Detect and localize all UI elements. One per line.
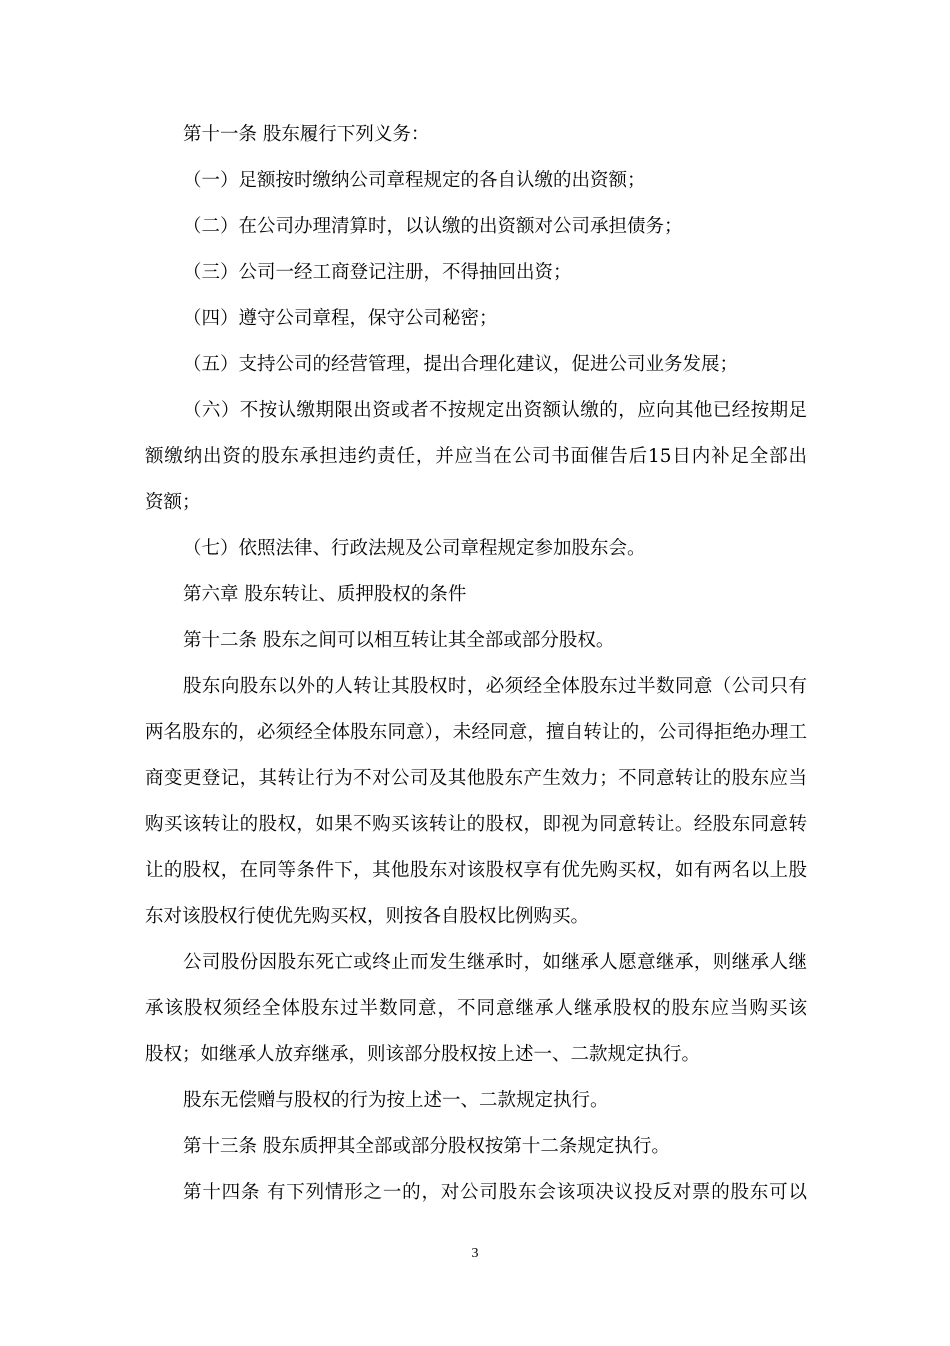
article-11-heading: 第十一条 股东履行下列义务： [183, 124, 430, 145]
duty-item-6-line-3: 资额； [145, 492, 201, 513]
duty-item-6-line-2: 额缴纳出资的股东承担违约责任，并应当在公司书面催告后15日内补足全部出 [145, 446, 807, 467]
duty-item-4: （四）遵守公司章程，保守公司秘密； [183, 308, 498, 329]
duty-item-6-line-1: （六）不按认缴期限出资或者不按规定出资额认缴的，应向其他已经按期足 [183, 400, 807, 421]
chapter-6-heading: 第六章 股东转让、质押股权的条件 [183, 584, 467, 605]
transfer-paragraph-line-4: 购买该转让的股权，如果不购买该转让的股权，即视为同意转让。经股东同意转 [145, 814, 807, 835]
page-number: 3 [471, 1246, 479, 1261]
inheritance-paragraph-line-3: 股权；如继承人放弃继承，则该部分股权按上述一、二款规定执行。 [145, 1044, 701, 1065]
duty-item-2: （二）在公司办理清算时，以认缴的出资额对公司承担债务； [183, 216, 683, 237]
article-12-heading: 第十二条 股东之间可以相互转让其全部或部分股权。 [183, 630, 615, 651]
inheritance-paragraph-line-1: 公司股份因股东死亡或终止而发生继承时，如继承人愿意继承，则继承人继 [183, 952, 807, 973]
article-14-heading: 第十四条 有下列情形之一的，对公司股东会该项决议投反对票的股东可以 [183, 1182, 807, 1203]
transfer-paragraph-line-1: 股东向股东以外的人转让其股权时，必须经全体股东过半数同意（公司只有 [183, 676, 807, 697]
article-13-heading: 第十三条 股东质押其全部或部分股权按第十二条规定执行。 [183, 1136, 670, 1157]
duty-item-3: （三）公司一经工商登记注册，不得抽回出资； [183, 262, 572, 283]
transfer-paragraph-line-3: 商变更登记，其转让行为不对公司及其他股东产生效力；不同意转让的股东应当 [145, 768, 807, 789]
transfer-paragraph-line-6: 东对该股权行使优先购买权，则按各自股权比例购买。 [145, 906, 590, 927]
inheritance-paragraph-line-2: 承该股权须经全体股东过半数同意，不同意继承人继承股权的股东应当购买该 [145, 998, 807, 1019]
gift-paragraph: 股东无偿赠与股权的行为按上述一、二款规定执行。 [183, 1090, 609, 1111]
duty-item-7: （七）依照法律、行政法规及公司章程规定参加股东会。 [183, 538, 646, 559]
transfer-paragraph-line-2: 两名股东的，必须经全体股东同意），未经同意，擅自转让的，公司得拒绝办理工 [145, 722, 807, 743]
duty-item-1: （一）足额按时缴纳公司章程规定的各自认缴的出资额； [183, 170, 646, 191]
transfer-paragraph-line-5: 让的股权，在同等条件下，其他股东对该股权享有优先购买权，如有两名以上股 [145, 860, 807, 881]
duty-item-5: （五）支持公司的经营管理，提出合理化建议，促进公司业务发展； [183, 354, 739, 375]
